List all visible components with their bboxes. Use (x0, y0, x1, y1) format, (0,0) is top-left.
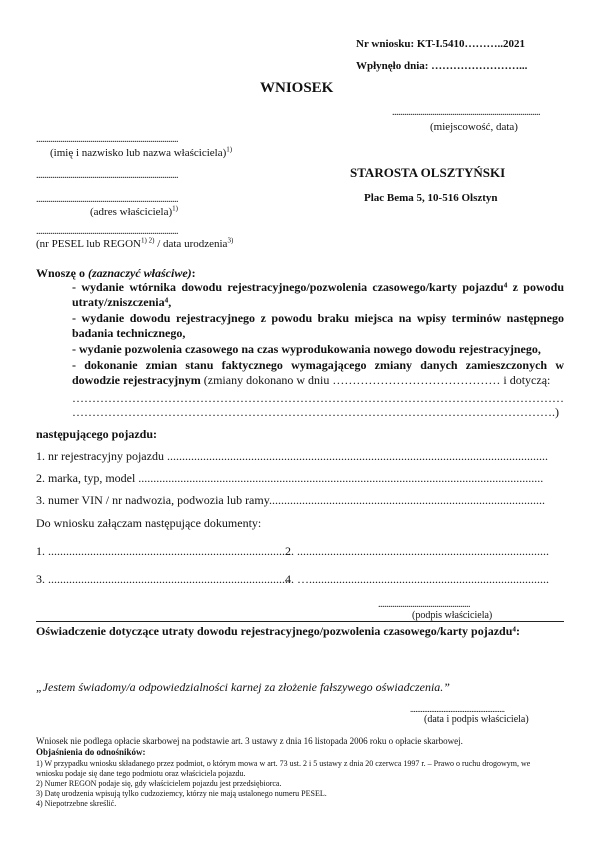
recipient-name: STAROSTA OLSZTYŃSKI (350, 165, 506, 180)
date-signature-dots: ...................................................... (410, 704, 505, 714)
owner-name-line2-dots: ....................................................................... (36, 170, 178, 181)
request-option-temporary: - wydanie pozwolenia czasowego na czas wyprodukowania nowego dowodu rejestracyjnego, (72, 342, 541, 356)
attachment-2: 2. .................................................................................... (285, 544, 549, 558)
owner-name-label: (imię i nazwisko lub nazwa właściciela)$^{1)}$ (50, 145, 233, 159)
attachments-heading: Do wniosku załączam następujące dokumenty: (36, 516, 262, 530)
received-date: Wpłynęło dnia: ……………………... (356, 60, 528, 72)
footnote-1a: 1) W przypadku wniosku składanego przez podmiot, o którym mowa w art. 73 ust. 2 i 5 ustawy z dnia 20 czerwca 1997 r. – Prawo o ruchu drogowym, we (36, 759, 531, 768)
owner-name-dots: ....................................................................... (36, 134, 178, 145)
pesel-label: (nr PESEL lub $REGON^{1) 2)}$ / data urodzenia$^{3)}$ (36, 236, 234, 250)
owner-signature-dots: .............................................. (378, 599, 470, 610)
footnote-4: 4) Niepotrzebne skreślić. (36, 799, 117, 808)
footnote-2: 2) Numer REGON podaje się, gdy właścicielem pojazdu jest przedsiębiorca. (36, 779, 282, 788)
vehicle-heading: następującego pojazdu: (36, 427, 158, 441)
section-divider (36, 621, 564, 622)
owner-address-dots: ....................................................................... (36, 194, 178, 205)
declaration-quote: „Jestem świadomy/a odpowiedzialności karnej za złożenie fałszywego oświadczenia.” (36, 680, 450, 694)
vin-field: 3. numer VIN / nr nadwozia, podwozia lub ramy............................................................................................ (36, 493, 545, 507)
owner-address-label: (adres właściciela)$^{1)}$ (90, 204, 178, 218)
attachment-3: 3. ................................................................................. (36, 572, 291, 586)
request-option-changes: - dokonanie zmian stanu faktycznego wymagającego zmiany danych zamieszczonych w dowodzie rejestracyjnym (zmiany dokonano w dniu …………………………………… i dotyczą: (72, 358, 564, 387)
registration-number-field: 1. nr rejestracyjny pojazdu ............................................................................................................................... (36, 449, 548, 463)
page-title: WNIOSEK (260, 80, 334, 96)
request-option-duplicate: - wydanie wtórnika dowodu rejestracyjnego/pozwolenia czasowego/karty pojazdu⁴ z powodu utraty/zniszczenia⁴, (72, 280, 564, 309)
attachment-1: 1. ................................................................................. (36, 544, 291, 558)
declaration-heading: Oświadczenie dotyczące utraty dowodu rejestracyjnego/pozwolenia czasowego/karty pojazdu⁴: (36, 624, 520, 638)
fee-note: Wniosek nie podlega opłacie skarbowej na podstawie art. 3 ustawy z dnia 16 listopada 2006 roku o opłacie skarbowej. (36, 736, 463, 746)
footnote-3: 3) Datę urodzenia wpisują tylko cudzoziemcy, którzy nie mają ustalonego numeru PESEL. (36, 789, 327, 798)
pesel-dots: ....................................................................... (36, 226, 178, 237)
place-date-dots: .......................................................................... (392, 107, 540, 118)
changes-dots-line2: ………………………………………………………………………………………………………….) (72, 405, 559, 419)
footnotes-title: Objaśnienia do odnośników: (36, 747, 146, 757)
date-signature-label: (data i podpis właściciela) (424, 714, 529, 725)
request-option-no-space: - wydanie dowodu rejestracyjnego z powodu braku miejsca na wpisy terminów następnego badania technicznego, (72, 311, 564, 340)
recipient-address: Plac Bema 5, 10-516 Olsztyn (364, 192, 498, 204)
owner-signature-label: (podpis właściciela) (412, 610, 493, 621)
make-model-field: 2. marka, typ, model ....................................................................................................................................... (36, 471, 544, 485)
application-number: Nr wniosku: KT-I.5410………..2021 (356, 38, 526, 50)
changes-dots-line1: …………………………………………………………………………………………………………… (72, 391, 564, 405)
request-intro: Wnoszę o (zaznaczyć właściwe): (36, 266, 196, 280)
footnote-1b: wniosku podaje się dane tego podmiotu oraz właściciela pojazdu. (36, 769, 246, 778)
place-date-label: (miejscowość, data) (430, 121, 518, 133)
attachment-4: 4. …................................................................................ (285, 572, 549, 586)
